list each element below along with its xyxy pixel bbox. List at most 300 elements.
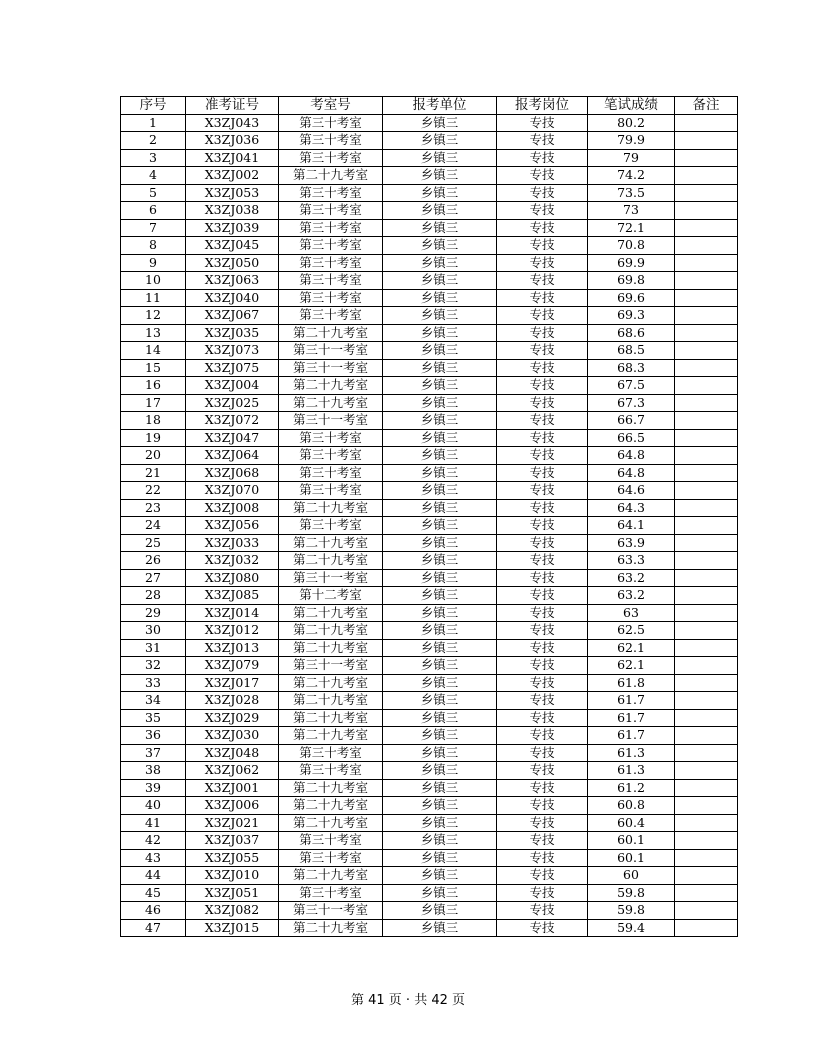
- exam-id-cell: X3ZJ079: [186, 657, 279, 675]
- table-row: [121, 552, 738, 570]
- table-row: [121, 429, 738, 447]
- remarks-cell: [675, 709, 738, 727]
- exam-id-cell: X3ZJ004: [186, 377, 279, 395]
- serial-cell: 43: [121, 849, 186, 867]
- remarks-cell: [675, 902, 738, 920]
- position-cell: 专技: [497, 324, 588, 342]
- room-cell: 第二十九考室: [279, 814, 383, 832]
- exam-id-cell: X3ZJ075: [186, 359, 279, 377]
- position-cell: 专技: [497, 587, 588, 605]
- exam-id-cell: X3ZJ064: [186, 447, 279, 465]
- serial-cell: 22: [121, 482, 186, 500]
- position-cell: 专技: [497, 114, 588, 132]
- exam-id-cell: X3ZJ068: [186, 464, 279, 482]
- score-cell: 62.1: [588, 639, 675, 657]
- remarks-cell: [675, 202, 738, 220]
- room-cell: 第三十考室: [279, 517, 383, 535]
- table-row: [121, 744, 738, 762]
- room-cell: 第二十九考室: [279, 709, 383, 727]
- exam-id-cell: X3ZJ014: [186, 604, 279, 622]
- unit-cell: 乡镇三: [383, 342, 497, 360]
- room-cell: 第二十九考室: [279, 167, 383, 185]
- score-cell: 79: [588, 149, 675, 167]
- room-cell: 第三十考室: [279, 464, 383, 482]
- exam-id-cell: X3ZJ063: [186, 272, 279, 290]
- table-row: [121, 867, 738, 885]
- score-cell: 61.3: [588, 744, 675, 762]
- header-unit: 报考单位: [383, 97, 497, 115]
- room-cell: 第三十考室: [279, 832, 383, 850]
- position-cell: 专技: [497, 237, 588, 255]
- exam-id-cell: X3ZJ017: [186, 674, 279, 692]
- exam-id-cell: X3ZJ033: [186, 534, 279, 552]
- unit-cell: 乡镇三: [383, 184, 497, 202]
- table-row: [121, 639, 738, 657]
- position-cell: 专技: [497, 359, 588, 377]
- exam-id-cell: X3ZJ006: [186, 797, 279, 815]
- unit-cell: 乡镇三: [383, 114, 497, 132]
- unit-cell: 乡镇三: [383, 867, 497, 885]
- room-cell: 第二十九考室: [279, 499, 383, 517]
- remarks-cell: [675, 657, 738, 675]
- header-exam-id: 准考证号: [186, 97, 279, 115]
- unit-cell: 乡镇三: [383, 674, 497, 692]
- serial-cell: 24: [121, 517, 186, 535]
- unit-cell: 乡镇三: [383, 884, 497, 902]
- score-cell: 62.5: [588, 622, 675, 640]
- remarks-cell: [675, 377, 738, 395]
- remarks-cell: [675, 429, 738, 447]
- exam-id-cell: X3ZJ053: [186, 184, 279, 202]
- unit-cell: 乡镇三: [383, 832, 497, 850]
- serial-cell: 41: [121, 814, 186, 832]
- score-cell: 67.3: [588, 394, 675, 412]
- position-cell: 专技: [497, 884, 588, 902]
- score-cell: 68.3: [588, 359, 675, 377]
- exam-id-cell: X3ZJ036: [186, 132, 279, 150]
- table-row: [121, 289, 738, 307]
- serial-cell: 42: [121, 832, 186, 850]
- position-cell: 专技: [497, 447, 588, 465]
- room-cell: 第三十考室: [279, 447, 383, 465]
- position-cell: 专技: [497, 692, 588, 710]
- table-row: [121, 727, 738, 745]
- table-row: [121, 674, 738, 692]
- remarks-cell: [675, 149, 738, 167]
- position-cell: 专技: [497, 132, 588, 150]
- remarks-cell: [675, 132, 738, 150]
- position-cell: 专技: [497, 482, 588, 500]
- serial-cell: 44: [121, 867, 186, 885]
- remarks-cell: [675, 184, 738, 202]
- remarks-cell: [675, 359, 738, 377]
- score-cell: 69.6: [588, 289, 675, 307]
- remarks-cell: [675, 534, 738, 552]
- unit-cell: 乡镇三: [383, 359, 497, 377]
- room-cell: 第二十九考室: [279, 797, 383, 815]
- exam-id-cell: X3ZJ055: [186, 849, 279, 867]
- exam-id-cell: X3ZJ062: [186, 762, 279, 780]
- exam-id-cell: X3ZJ038: [186, 202, 279, 220]
- exam-id-cell: X3ZJ056: [186, 517, 279, 535]
- position-cell: 专技: [497, 534, 588, 552]
- serial-cell: 9: [121, 254, 186, 272]
- position-cell: 专技: [497, 779, 588, 797]
- remarks-cell: [675, 254, 738, 272]
- unit-cell: 乡镇三: [383, 272, 497, 290]
- table-row: [121, 814, 738, 832]
- table-row: [121, 254, 738, 272]
- table-row: [121, 219, 738, 237]
- exam-id-cell: X3ZJ072: [186, 412, 279, 430]
- position-cell: 专技: [497, 604, 588, 622]
- unit-cell: 乡镇三: [383, 814, 497, 832]
- position-cell: 专技: [497, 254, 588, 272]
- table-row: [121, 447, 738, 465]
- score-cell: 59.8: [588, 884, 675, 902]
- table-row: [121, 342, 738, 360]
- table-row: [121, 849, 738, 867]
- exam-id-cell: X3ZJ002: [186, 167, 279, 185]
- position-cell: 专技: [497, 552, 588, 570]
- serial-cell: 15: [121, 359, 186, 377]
- score-cell: 70.8: [588, 237, 675, 255]
- position-cell: 专技: [497, 867, 588, 885]
- table-row: [121, 482, 738, 500]
- unit-cell: 乡镇三: [383, 324, 497, 342]
- table-row: [121, 534, 738, 552]
- unit-cell: 乡镇三: [383, 569, 497, 587]
- score-cell: 60: [588, 867, 675, 885]
- unit-cell: 乡镇三: [383, 412, 497, 430]
- table-row: [121, 709, 738, 727]
- remarks-cell: [675, 167, 738, 185]
- remarks-cell: [675, 727, 738, 745]
- unit-cell: 乡镇三: [383, 517, 497, 535]
- score-cell: 66.5: [588, 429, 675, 447]
- position-cell: 专技: [497, 762, 588, 780]
- serial-cell: 21: [121, 464, 186, 482]
- remarks-cell: [675, 447, 738, 465]
- position-cell: 专技: [497, 569, 588, 587]
- remarks-cell: [675, 394, 738, 412]
- unit-cell: 乡镇三: [383, 744, 497, 762]
- room-cell: 第二十九考室: [279, 674, 383, 692]
- score-table: [120, 96, 738, 937]
- exam-id-cell: X3ZJ041: [186, 149, 279, 167]
- room-cell: 第三十考室: [279, 272, 383, 290]
- score-cell: 64.1: [588, 517, 675, 535]
- table-row: [121, 779, 738, 797]
- remarks-cell: [675, 219, 738, 237]
- room-cell: 第三十一考室: [279, 359, 383, 377]
- remarks-cell: [675, 464, 738, 482]
- serial-cell: 45: [121, 884, 186, 902]
- unit-cell: 乡镇三: [383, 149, 497, 167]
- unit-cell: 乡镇三: [383, 709, 497, 727]
- serial-cell: 6: [121, 202, 186, 220]
- score-cell: 69.8: [588, 272, 675, 290]
- serial-cell: 20: [121, 447, 186, 465]
- unit-cell: 乡镇三: [383, 429, 497, 447]
- remarks-cell: [675, 324, 738, 342]
- room-cell: 第二十九考室: [279, 639, 383, 657]
- exam-id-cell: X3ZJ067: [186, 307, 279, 325]
- serial-cell: 47: [121, 919, 186, 937]
- position-cell: 专技: [497, 849, 588, 867]
- remarks-cell: [675, 744, 738, 762]
- room-cell: 第三十考室: [279, 289, 383, 307]
- serial-cell: 16: [121, 377, 186, 395]
- score-cell: 73.5: [588, 184, 675, 202]
- score-cell: 61.2: [588, 779, 675, 797]
- serial-cell: 17: [121, 394, 186, 412]
- score-cell: 63.9: [588, 534, 675, 552]
- remarks-cell: [675, 604, 738, 622]
- unit-cell: 乡镇三: [383, 587, 497, 605]
- page-number-label: 第 41 页 · 共 42 页: [350, 993, 465, 1008]
- header-position: 报考岗位: [497, 97, 588, 115]
- table-row: [121, 569, 738, 587]
- room-cell: 第十二考室: [279, 587, 383, 605]
- table-row: [121, 604, 738, 622]
- room-cell: 第三十考室: [279, 114, 383, 132]
- table-row: [121, 237, 738, 255]
- position-cell: 专技: [497, 184, 588, 202]
- serial-cell: 19: [121, 429, 186, 447]
- table-row: [121, 394, 738, 412]
- position-cell: 专技: [497, 814, 588, 832]
- exam-id-cell: X3ZJ073: [186, 342, 279, 360]
- remarks-cell: [675, 569, 738, 587]
- score-cell: 69.3: [588, 307, 675, 325]
- room-cell: 第三十考室: [279, 429, 383, 447]
- unit-cell: 乡镇三: [383, 499, 497, 517]
- room-cell: 第三十一考室: [279, 412, 383, 430]
- room-cell: 第三十一考室: [279, 902, 383, 920]
- remarks-cell: [675, 692, 738, 710]
- position-cell: 专技: [497, 289, 588, 307]
- room-cell: 第三十考室: [279, 132, 383, 150]
- exam-id-cell: X3ZJ070: [186, 482, 279, 500]
- room-cell: 第三十考室: [279, 744, 383, 762]
- unit-cell: 乡镇三: [383, 219, 497, 237]
- unit-cell: 乡镇三: [383, 604, 497, 622]
- score-cell: 64.8: [588, 464, 675, 482]
- score-cell: 66.7: [588, 412, 675, 430]
- serial-cell: 8: [121, 237, 186, 255]
- score-cell: 59.4: [588, 919, 675, 937]
- room-cell: 第三十考室: [279, 184, 383, 202]
- table-row: [121, 307, 738, 325]
- remarks-cell: [675, 814, 738, 832]
- header-room: 考室号: [279, 97, 383, 115]
- exam-id-cell: X3ZJ085: [186, 587, 279, 605]
- score-cell: 60.8: [588, 797, 675, 815]
- table-row: [121, 464, 738, 482]
- page-footer: [0, 989, 816, 1008]
- serial-cell: 4: [121, 167, 186, 185]
- unit-cell: 乡镇三: [383, 307, 497, 325]
- table-row: [121, 272, 738, 290]
- room-cell: 第二十九考室: [279, 324, 383, 342]
- serial-cell: 26: [121, 552, 186, 570]
- position-cell: 专技: [497, 464, 588, 482]
- exam-id-cell: X3ZJ037: [186, 832, 279, 850]
- exam-id-cell: X3ZJ035: [186, 324, 279, 342]
- table-row: [121, 202, 738, 220]
- exam-id-cell: X3ZJ040: [186, 289, 279, 307]
- unit-cell: 乡镇三: [383, 254, 497, 272]
- serial-cell: 13: [121, 324, 186, 342]
- remarks-cell: [675, 779, 738, 797]
- unit-cell: 乡镇三: [383, 657, 497, 675]
- remarks-cell: [675, 849, 738, 867]
- exam-id-cell: X3ZJ032: [186, 552, 279, 570]
- score-cell: 61.7: [588, 692, 675, 710]
- unit-cell: 乡镇三: [383, 447, 497, 465]
- serial-cell: 30: [121, 622, 186, 640]
- remarks-cell: [675, 114, 738, 132]
- serial-cell: 14: [121, 342, 186, 360]
- room-cell: 第二十九考室: [279, 867, 383, 885]
- serial-cell: 38: [121, 762, 186, 780]
- position-cell: 专技: [497, 394, 588, 412]
- table-row: [121, 692, 738, 710]
- serial-cell: 28: [121, 587, 186, 605]
- table-row: [121, 902, 738, 920]
- score-cell: 63.2: [588, 587, 675, 605]
- score-cell: 60.1: [588, 849, 675, 867]
- room-cell: 第三十考室: [279, 884, 383, 902]
- score-cell: 63.2: [588, 569, 675, 587]
- unit-cell: 乡镇三: [383, 394, 497, 412]
- table-row: [121, 517, 738, 535]
- room-cell: 第二十九考室: [279, 919, 383, 937]
- exam-id-cell: X3ZJ051: [186, 884, 279, 902]
- room-cell: 第三十考室: [279, 849, 383, 867]
- score-cell: 74.2: [588, 167, 675, 185]
- remarks-cell: [675, 552, 738, 570]
- score-cell: 61.3: [588, 762, 675, 780]
- position-cell: 专技: [497, 902, 588, 920]
- score-cell: 61.7: [588, 709, 675, 727]
- room-cell: 第二十九考室: [279, 604, 383, 622]
- serial-cell: 1: [121, 114, 186, 132]
- table-row: [121, 377, 738, 395]
- unit-cell: 乡镇三: [383, 552, 497, 570]
- serial-cell: 31: [121, 639, 186, 657]
- score-cell: 61.8: [588, 674, 675, 692]
- serial-cell: 35: [121, 709, 186, 727]
- position-cell: 专技: [497, 919, 588, 937]
- remarks-cell: [675, 587, 738, 605]
- unit-cell: 乡镇三: [383, 482, 497, 500]
- remarks-cell: [675, 674, 738, 692]
- unit-cell: 乡镇三: [383, 639, 497, 657]
- table-row: [121, 797, 738, 815]
- score-cell: 61.7: [588, 727, 675, 745]
- serial-cell: 11: [121, 289, 186, 307]
- unit-cell: 乡镇三: [383, 902, 497, 920]
- unit-cell: 乡镇三: [383, 762, 497, 780]
- header-remarks: 备注: [675, 97, 738, 115]
- score-cell: 68.6: [588, 324, 675, 342]
- room-cell: 第二十九考室: [279, 692, 383, 710]
- exam-id-cell: X3ZJ030: [186, 727, 279, 745]
- remarks-cell: [675, 237, 738, 255]
- room-cell: 第三十考室: [279, 482, 383, 500]
- table-row: [121, 657, 738, 675]
- score-cell: 59.8: [588, 902, 675, 920]
- position-cell: 专技: [497, 307, 588, 325]
- unit-cell: 乡镇三: [383, 237, 497, 255]
- table-row: [121, 149, 738, 167]
- serial-cell: 29: [121, 604, 186, 622]
- serial-cell: 40: [121, 797, 186, 815]
- table-row: [121, 412, 738, 430]
- room-cell: 第二十九考室: [279, 552, 383, 570]
- serial-cell: 5: [121, 184, 186, 202]
- position-cell: 专技: [497, 342, 588, 360]
- room-cell: 第三十考室: [279, 762, 383, 780]
- unit-cell: 乡镇三: [383, 919, 497, 937]
- position-cell: 专技: [497, 832, 588, 850]
- unit-cell: 乡镇三: [383, 534, 497, 552]
- exam-id-cell: X3ZJ080: [186, 569, 279, 587]
- serial-cell: 27: [121, 569, 186, 587]
- serial-cell: 39: [121, 779, 186, 797]
- score-cell: 60.1: [588, 832, 675, 850]
- remarks-cell: [675, 272, 738, 290]
- unit-cell: 乡镇三: [383, 464, 497, 482]
- serial-cell: 46: [121, 902, 186, 920]
- position-cell: 专技: [497, 797, 588, 815]
- position-cell: 专技: [497, 167, 588, 185]
- room-cell: 第二十九考室: [279, 779, 383, 797]
- score-cell: 62.1: [588, 657, 675, 675]
- position-cell: 专技: [497, 639, 588, 657]
- table-row: [121, 762, 738, 780]
- room-cell: 第二十九考室: [279, 377, 383, 395]
- table-header-row: [121, 97, 738, 115]
- exam-id-cell: X3ZJ015: [186, 919, 279, 937]
- serial-cell: 3: [121, 149, 186, 167]
- position-cell: 专技: [497, 499, 588, 517]
- header-serial: 序号: [121, 97, 186, 115]
- score-cell: 79.9: [588, 132, 675, 150]
- room-cell: 第三十考室: [279, 254, 383, 272]
- serial-cell: 33: [121, 674, 186, 692]
- score-cell: 68.5: [588, 342, 675, 360]
- room-cell: 第三十考室: [279, 149, 383, 167]
- score-cell: 67.5: [588, 377, 675, 395]
- exam-id-cell: X3ZJ025: [186, 394, 279, 412]
- table-row: [121, 114, 738, 132]
- serial-cell: 25: [121, 534, 186, 552]
- exam-id-cell: X3ZJ010: [186, 867, 279, 885]
- table-row: [121, 587, 738, 605]
- position-cell: 专技: [497, 272, 588, 290]
- exam-id-cell: X3ZJ008: [186, 499, 279, 517]
- exam-id-cell: X3ZJ012: [186, 622, 279, 640]
- unit-cell: 乡镇三: [383, 202, 497, 220]
- table-row: [121, 622, 738, 640]
- room-cell: 第三十考室: [279, 202, 383, 220]
- serial-cell: 12: [121, 307, 186, 325]
- remarks-cell: [675, 307, 738, 325]
- unit-cell: 乡镇三: [383, 849, 497, 867]
